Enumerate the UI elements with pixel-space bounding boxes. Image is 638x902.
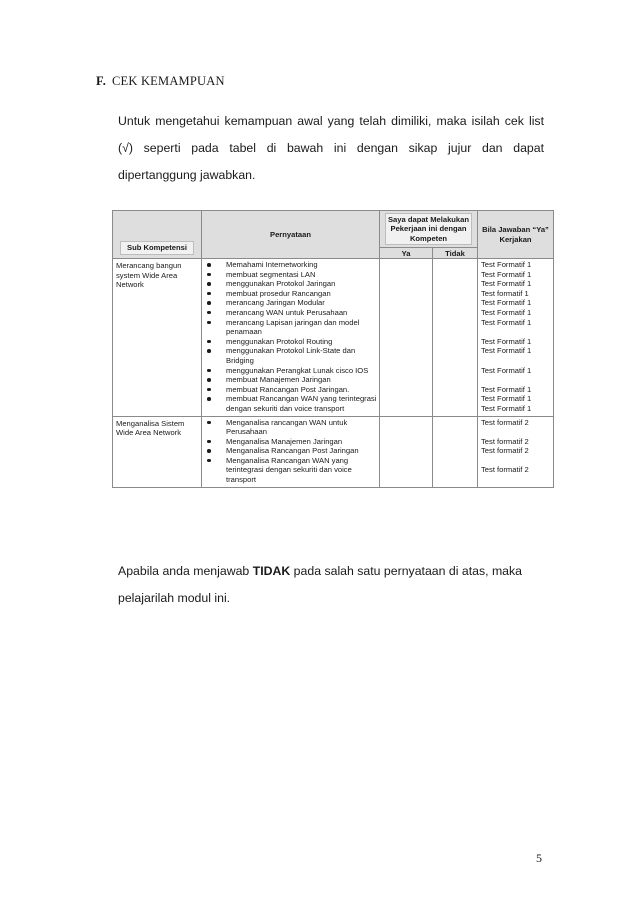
cek-kemampuan-table [112, 210, 554, 488]
list-item [202, 298, 379, 308]
test-item [481, 427, 550, 437]
list-item [202, 394, 379, 413]
list-item [202, 308, 379, 318]
bullet-icon [207, 282, 211, 286]
list-item [202, 418, 379, 437]
header-pernyataan: Pernyataan [202, 211, 380, 259]
bullet-icon [207, 263, 211, 267]
pernyataan-text: merancang WAN untuk Perusahaan [226, 307, 348, 317]
test-item: Test Formatif 1 [481, 298, 532, 308]
test-item: Test Formatif 1 [481, 279, 532, 289]
test-item: Test Formatif 1 [481, 260, 532, 269]
list-item [202, 375, 379, 385]
pernyataan-text: merancang Lapisan jaringan dan model penamaan [226, 317, 360, 337]
list-item [202, 260, 379, 270]
pernyataan-text: menggunakan Protokol Link-State dan Bridging [226, 346, 356, 365]
bullet-icon [207, 311, 211, 315]
test-item: Test Formatif 1 [481, 269, 532, 279]
section-heading [96, 74, 225, 89]
bullet-icon [207, 292, 211, 296]
kompetensi-cell: Menganalisa Sistem Wide Area Network [113, 416, 202, 487]
pernyataan-text: membuat prosedur Rancangan [226, 288, 331, 298]
test-item: Test formatif 2 [481, 465, 529, 475]
checkbox-cell-ya[interactable] [380, 416, 433, 487]
closing-text-after: pada salah satu pernyataan di atas, maka pelajarilah modul ini. [118, 564, 523, 605]
header-sub-kompetensi: Sub Kompetensi [113, 211, 202, 259]
pernyataan-text: membuat Rancangan Post Jaringan. [226, 384, 350, 394]
test-cell [478, 259, 554, 417]
test-item [481, 356, 550, 366]
test-item: Test formatif 2 [481, 436, 529, 446]
test-cell [478, 416, 554, 487]
pernyataan-text: Menganalisa Manajemen Jaringan [226, 436, 343, 446]
test-item: Test Formatif 1 [481, 317, 532, 327]
pernyataan-text: menggunakan Protokol Jaringan [226, 279, 336, 289]
bullet-icon [207, 440, 211, 444]
test-item: Test Formatif 1 [481, 307, 532, 317]
page-number: 5 [536, 851, 542, 865]
bullet-icon [207, 421, 211, 425]
bullet-icon [207, 340, 211, 344]
list-item [202, 318, 379, 337]
test-item: Test Formatif 1 [481, 403, 532, 413]
checkbox-cell-tidak[interactable] [433, 259, 478, 417]
kompetensi-cell: Merancang bangun system Wide Area Network [113, 259, 202, 417]
pernyataan-text: merancang Jaringan Modular [226, 298, 325, 308]
test-item [481, 456, 550, 466]
intro-text: Untuk mengetahui kemampuan awal yang telah dimiliki, maka isilah cek list (√) seperti pada tabel di bawah ini dengan sikap jujur dan dapat dipertanggung jawabkan. [118, 114, 544, 182]
list-item [202, 289, 379, 299]
test-item: Test Formatif 1 [481, 394, 532, 404]
bullet-icon [207, 301, 211, 305]
test-item: Test formatif 2 [481, 446, 529, 456]
list-item [202, 437, 379, 447]
bullet-icon [207, 388, 211, 392]
pernyataan-cell [202, 259, 380, 417]
test-item: Test Formatif 1 [481, 336, 532, 346]
bullet-icon [207, 459, 211, 463]
pernyataan-text: Menganalisa Rancangan WAN yang terintegrasi dengan sekuriti dan voice transport [226, 455, 352, 485]
list-item [202, 337, 379, 347]
closing-emphasis: TIDAK [252, 564, 291, 578]
bullet-icon [207, 449, 211, 453]
table-row [113, 259, 554, 417]
header-ya: Ya [380, 248, 433, 259]
test-item: Test Formatif 1 [481, 346, 532, 356]
list-item [202, 346, 379, 365]
test-item: Test formatif 1 [481, 288, 529, 298]
test-item [481, 327, 550, 337]
pernyataan-text: Menganalisa Rancangan Post Jaringan [226, 446, 359, 456]
pernyataan-text: Menganalisa rancangan WAN untuk Perusahaan [226, 417, 348, 437]
table-row [113, 416, 554, 487]
header-kemampuan: Saya dapat Melakukan Pekerjaan ini dengan Kompeten [380, 211, 478, 248]
pernyataan-text: Memahami Internetworking [226, 260, 318, 269]
bullet-icon [207, 273, 211, 277]
bullet-icon [207, 349, 211, 353]
list-item [202, 270, 379, 280]
test-item [481, 375, 550, 385]
bullet-icon [207, 378, 211, 382]
list-item [202, 446, 379, 456]
list-item [202, 279, 379, 289]
section-letter: F. [96, 74, 107, 88]
list-item [202, 456, 379, 485]
pernyataan-cell [202, 416, 380, 487]
closing-paragraph [118, 558, 548, 612]
bullet-icon [207, 321, 211, 325]
list-item [202, 366, 379, 376]
checkbox-cell-tidak[interactable] [433, 416, 478, 487]
pernyataan-text: membuat segmentasi LAN [226, 269, 316, 279]
bullet-icon [207, 397, 211, 401]
test-item: Test Formatif 1 [481, 384, 532, 394]
bullet-icon [207, 369, 211, 373]
intro-paragraph [118, 108, 544, 189]
header-tidak: Tidak [433, 248, 478, 259]
pernyataan-text: menggunakan Perangkat Lunak cisco IOS [226, 365, 369, 375]
list-item [202, 385, 379, 395]
header-bila-jawaban: Bila Jawaban “Ya” Kerjakan [478, 211, 554, 259]
pernyataan-text: membuat Manajemen Jaringan [226, 375, 331, 385]
pernyataan-text: membuat Rancangan WAN yang terintegrasi dengan sekuriti dan voice transport [226, 394, 377, 413]
test-item: Test formatif 2 [481, 417, 529, 427]
closing-text-before: Apabila anda menjawab [118, 564, 253, 578]
section-title: CEK KEMAMPUAN [112, 74, 225, 88]
pernyataan-text: menggunakan Protokol Routing [226, 336, 333, 346]
test-item: Test Formatif 1 [481, 365, 532, 375]
checkbox-cell-ya[interactable] [380, 259, 433, 417]
